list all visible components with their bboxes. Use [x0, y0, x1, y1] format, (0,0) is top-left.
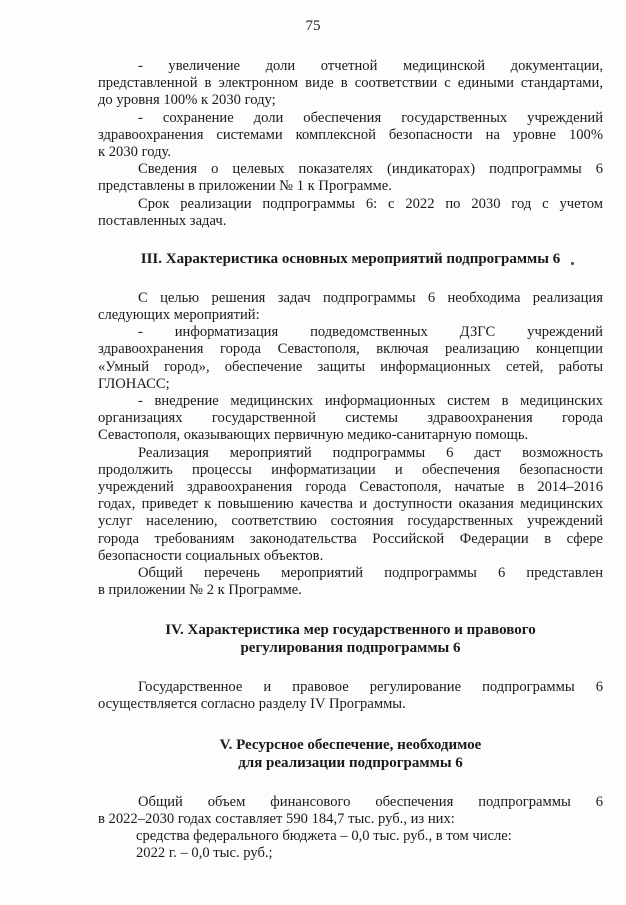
text-line: ГЛОНАСС;: [98, 375, 170, 392]
text-line: в 2022–2030 годах составляет 590 184,7 тыс. руб., из них:: [98, 810, 455, 827]
paragraph-medical-systems: [98, 393, 603, 445]
spacer: [98, 657, 603, 679]
paragraph-term: [98, 196, 603, 230]
page-content: [98, 58, 603, 862]
text-line: С целью решения задач подпрограммы 6 необходима реализация: [138, 289, 603, 306]
text-line: услуг населению, соответствию состояния государственных учреждений: [98, 513, 603, 530]
text-line: Государственное и правовое регулирование подпрограммы 6: [138, 679, 603, 696]
paragraph-year-2022: [98, 845, 603, 862]
paragraph-purpose: [98, 290, 603, 324]
text-line: Срок реализации подпрограммы 6: с 2022 по 2030 год с учетом: [138, 195, 603, 212]
text-line: в приложении № 2 к Программе.: [98, 582, 302, 599]
section-heading-iii: III. Характеристика основных мероприятий подпрограммы 6: [140, 250, 561, 267]
section-heading-iv-line2: регулирования подпрограммы 6: [240, 640, 461, 657]
paragraph-regulation: [98, 679, 603, 713]
paragraph-list-reference: [98, 565, 603, 599]
text-line: Общий объем финансового обеспечения подпрограммы 6: [138, 793, 603, 810]
text-line: до уровня 100% к 2030 году;: [98, 92, 276, 109]
text-line: Реализация мероприятий подпрограммы 6 даст возможность: [138, 444, 603, 461]
text-line: следующих мероприятий:: [98, 307, 260, 324]
text-line: - сохранение доли обеспечения государственных учреждений: [138, 109, 603, 126]
text-line: «Умный город», обеспечение защиты информационных сетей, работы: [98, 358, 603, 375]
paragraph-security-systems: [98, 110, 603, 162]
text-line: здравоохранения города Севастополя, включая реализацию концепции: [98, 341, 603, 358]
paragraph-federal-budget: [98, 828, 603, 845]
paragraph-implementation: [98, 445, 603, 565]
text-line: Сведения о целевых показателях (индикаторах) подпрограммы 6: [138, 161, 603, 178]
text-line: 2022 г. – 0,0 тыс. руб.;: [136, 845, 273, 862]
spacer: [98, 230, 603, 250]
paragraph-indicators: [98, 161, 603, 195]
section-heading-v-line2: для реализации подпрограммы 6: [238, 754, 463, 771]
text-line: Общий перечень мероприятий подпрограммы 6 представлен: [138, 564, 603, 581]
spacer: [98, 268, 603, 290]
section-heading-iv-line1: IV. Характеристика мер государственного и правового: [165, 622, 536, 639]
text-line: здравоохранения системами комплексной безопасности на уровне 100%: [98, 126, 603, 143]
text-line: годах, приведет к повышению качества и доступности оказания медицинских: [98, 496, 603, 513]
text-line: поставленных задач.: [98, 212, 227, 229]
text-line: - внедрение медицинских информационных систем в медицинских: [138, 393, 603, 409]
text-line: Севастополя, оказывающих первичную медико-санитарную помощь.: [98, 427, 529, 444]
text-line: средства федерального бюджета – 0,0 тыс. руб., в том числе:: [136, 828, 512, 844]
text-line: представленной в электронном виде в соответствии с едиными стандартами,: [98, 75, 603, 92]
paragraph-informatization: [98, 324, 603, 393]
spacer: [98, 714, 603, 736]
spacer: [98, 772, 603, 794]
text-line: к 2030 году.: [98, 143, 171, 160]
text-line: - информатизация подведомственных ДЗГС учреждений: [138, 324, 603, 341]
text-line: организациях государственной системы здравоохранения города: [98, 410, 603, 427]
text-line: города требованиям законодательства Российской Федерации в сфере: [98, 530, 603, 547]
spacer: [98, 599, 603, 621]
text-line: представлены в приложении № 1 к Программе.: [98, 178, 392, 195]
paragraph-increase-documentation: [98, 58, 603, 110]
text-line: - увеличение доли отчетной медицинской документации,: [138, 58, 603, 74]
text-line: осуществляется согласно разделу IV Программы.: [98, 696, 406, 713]
section-heading-v-line1: V. Ресурсное обеспечение, необходимое: [219, 736, 482, 753]
text-line: безопасности социальных объектов.: [98, 547, 324, 564]
paragraph-funding-total: [98, 794, 603, 828]
text-line: продолжить процессы информатизации и обеспечения безопасности: [98, 461, 603, 478]
text-line: учреждений здравоохранения города Севастополя, начатые в 2014–2016: [98, 478, 603, 495]
page-number: 75: [305, 18, 321, 34]
